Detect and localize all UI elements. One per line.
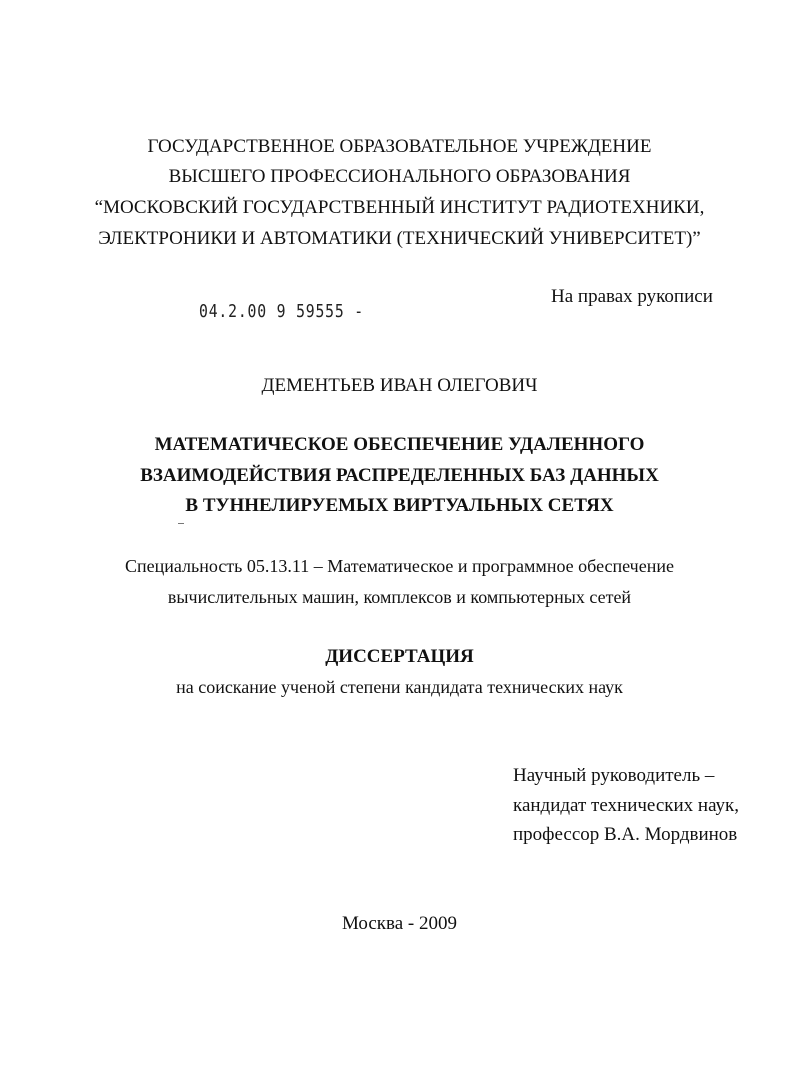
title-line-3: В ТУННЕЛИРУЕМЫХ ВИРТУАЛЬНЫХ СЕТЯХ	[185, 495, 614, 516]
institution-line-2: ВЫСШЕГО ПРОФЕССИОНАЛЬНОГО ОБРАЗОВАНИЯ	[168, 166, 631, 187]
institution-line-4: ЭЛЕКТРОНИКИ И АВТОМАТИКИ (ТЕХНИЧЕСКИЙ УНИВЕРСИТЕТ)”	[98, 228, 701, 249]
supervisor-line-1: Научный руководитель –	[513, 765, 715, 786]
author-name: ДЕМЕНТЬЕВ ИВАН ОЛЕГОВИЧ	[261, 375, 538, 396]
city-year: Москва - 2009	[341, 913, 458, 934]
institution-line-1: ГОСУДАРСТВЕННОЕ ОБРАЗОВАТЕЛЬНОЕ УЧРЕЖДЕНИЕ	[147, 136, 652, 157]
work-type: ДИССЕРТАЦИЯ	[325, 646, 474, 667]
institution-line-3: “МОСКОВСКИЙ ГОСУДАРСТВЕННЫЙ ИНСТИТУТ РАДИОТЕХНИКИ,	[94, 197, 705, 218]
title-line-2: ВЗАИМОДЕЙСТВИЯ РАСПРЕДЕЛЕННЫХ БАЗ ДАННЫХ	[140, 465, 659, 486]
degree-line: на соискание ученой степени кандидата технических наук	[176, 677, 623, 697]
specialty-line-1: Специальность 05.13.11 – Математическое и программное обеспечение	[125, 556, 674, 576]
title-line-1: МАТЕМАТИЧЕСКОЕ ОБЕСПЕЧЕНИЕ УДАЛЕННОГО	[154, 434, 645, 455]
supervisor-line-2: кандидат технических наук,	[513, 795, 740, 816]
manuscript-note: На правах рукописи	[551, 286, 713, 307]
supervisor-line-3: профессор В.А. Мордвинов	[513, 824, 738, 845]
specialty-line-2: вычислительных машин, комплексов и компьютерных сетей	[167, 587, 632, 607]
catalog-stamp: 04.2.00 9 59555 -	[199, 301, 365, 322]
scan-artifact	[178, 523, 184, 524]
